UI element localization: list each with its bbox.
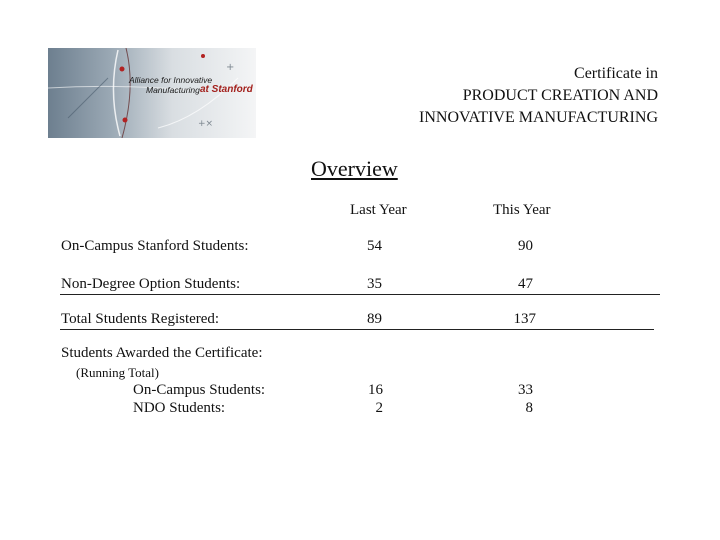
column-header-last-year: Last Year (350, 202, 407, 218)
row-label-non-degree: Non-Degree Option Students: (61, 276, 241, 292)
certificate-title-line-3: INNOVATIVE MANUFACTURING (419, 109, 658, 126)
value-this-year-non-degree: 47 (518, 276, 533, 292)
value-last-year-total: 89 (367, 311, 382, 327)
value-last-year-non-degree: 35 (367, 276, 382, 292)
row-label-total-registered: Total Students Registered: (61, 311, 220, 327)
logo-text-stanford: at Stanford (200, 84, 253, 95)
certificate-title-line-2: PRODUCT CREATION AND (462, 87, 658, 104)
logo-text-alliance: Alliance for Innovative (129, 75, 213, 85)
logo-text-manufacturing: Manufacturing (146, 85, 200, 95)
value-last-year-oncampus-stanford: 54 (367, 238, 382, 254)
row-label-ndo-awarded: NDO Students: (133, 400, 226, 416)
value-this-year-total: 137 (513, 311, 536, 327)
value-last-year-oncampus-awarded: 16 (368, 382, 383, 398)
value-this-year-oncampus-awarded: 33 (518, 382, 533, 398)
row-label-oncampus-stanford: On-Campus Stanford Students: (61, 238, 249, 254)
alliance-logo (48, 48, 256, 138)
value-this-year-oncampus-stanford: 90 (518, 238, 533, 254)
svg-text:+: + (226, 62, 235, 73)
row-label-oncampus-awarded: On-Campus Students: (133, 382, 266, 398)
certificate-title (419, 63, 658, 129)
svg-text:+×: +× (198, 119, 214, 129)
value-last-year-ndo-awarded: 2 (375, 400, 383, 416)
value-this-year-ndo-awarded: 8 (525, 400, 533, 416)
certificate-title-line-1: Certificate in (574, 65, 658, 82)
running-total-note: (Running Total) (76, 365, 159, 380)
overview-heading: Overview (311, 156, 398, 181)
divider-line (60, 294, 660, 295)
column-header-this-year: This Year (493, 202, 551, 218)
divider-line (60, 329, 654, 330)
row-label-awarded: Students Awarded the Certificate: (61, 345, 263, 361)
